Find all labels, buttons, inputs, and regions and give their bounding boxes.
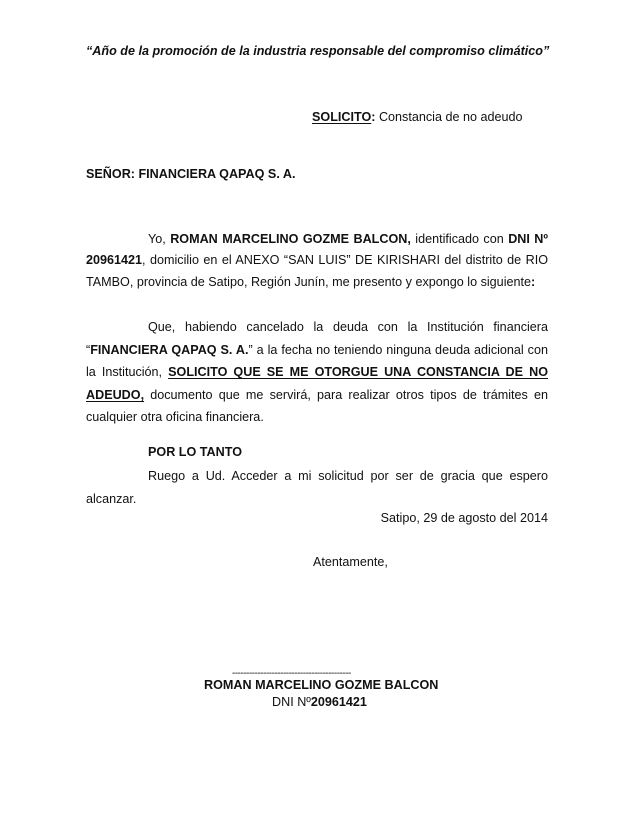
para2-text: ” a la fecha no teniendo ninguna deuda adicional con [248, 343, 548, 357]
para1-text: Yo, [148, 232, 171, 246]
para2-text: la Institución, [86, 365, 169, 379]
para1-line1 [148, 229, 548, 249]
para1-text: TAMBO, provincia de Satipo, Región Junín, me presento y expongo lo siguiente [86, 275, 531, 289]
closing: Atentamente, [313, 555, 388, 569]
date-line: Satipo, 29 de agosto del 2014 [380, 511, 548, 525]
signature-name: ROMAN MARCELINO GOZME BALCON [204, 678, 439, 692]
request-text-end: ADEUDO, [86, 388, 145, 402]
dni-label: DNI Nº [508, 232, 549, 246]
year-heading: “Año de la promoción de la industria responsable del compromiso climático” [86, 44, 550, 58]
para1-line2 [86, 250, 548, 270]
para2-line1: Que, habiendo cancelado la deuda con la Institución financiera [148, 320, 548, 334]
applicant-name: ROMAN MARCELINO GOZME BALCON, [170, 232, 411, 246]
para1-text: identificado con [410, 232, 509, 246]
signature-line: ------------------------------------------ [232, 668, 351, 679]
para2-text: documento que me servirá, para realizar otros tipos de trámites en [144, 388, 548, 402]
para3-line1: Ruego a Ud. Acceder a mi solicitud por ser de gracia que espero [148, 469, 548, 483]
dni-number: 20961421 [86, 253, 143, 267]
subject-line [312, 110, 523, 124]
para2-line3 [86, 362, 548, 382]
para2-text: “ [86, 343, 91, 357]
para1-text: , domicilio en el ANEXO “SAN LUIS” DE KIRISHARI del distrito de RIO [142, 253, 548, 267]
subject-text: Constancia de no adeudo [375, 110, 523, 124]
subject-colon: : [371, 110, 376, 124]
addressee: SEÑOR: FINANCIERA QAPAQ S. A. [86, 167, 296, 181]
para2-line4 [86, 385, 548, 405]
para2-line5: cualquier otra oficina financiera. [86, 410, 264, 424]
signature-dni [272, 695, 367, 709]
signature-dni-number: 20961421 [310, 695, 367, 709]
para1-line3 [86, 272, 548, 292]
para1-colon: : [531, 275, 536, 289]
para2-line2 [86, 340, 548, 360]
signature-dni-label: DNI Nº [272, 695, 311, 709]
request-text: SOLICITO QUE SE ME OTORGUE UNA CONSTANCIA DE NO [168, 365, 548, 379]
institution-name: FINANCIERA QAPAQ S. A. [90, 343, 249, 357]
subject-label: SOLICITO [312, 110, 372, 124]
para3-line2: alcanzar. [86, 492, 137, 506]
por-lo-tanto: POR LO TANTO [148, 445, 242, 459]
